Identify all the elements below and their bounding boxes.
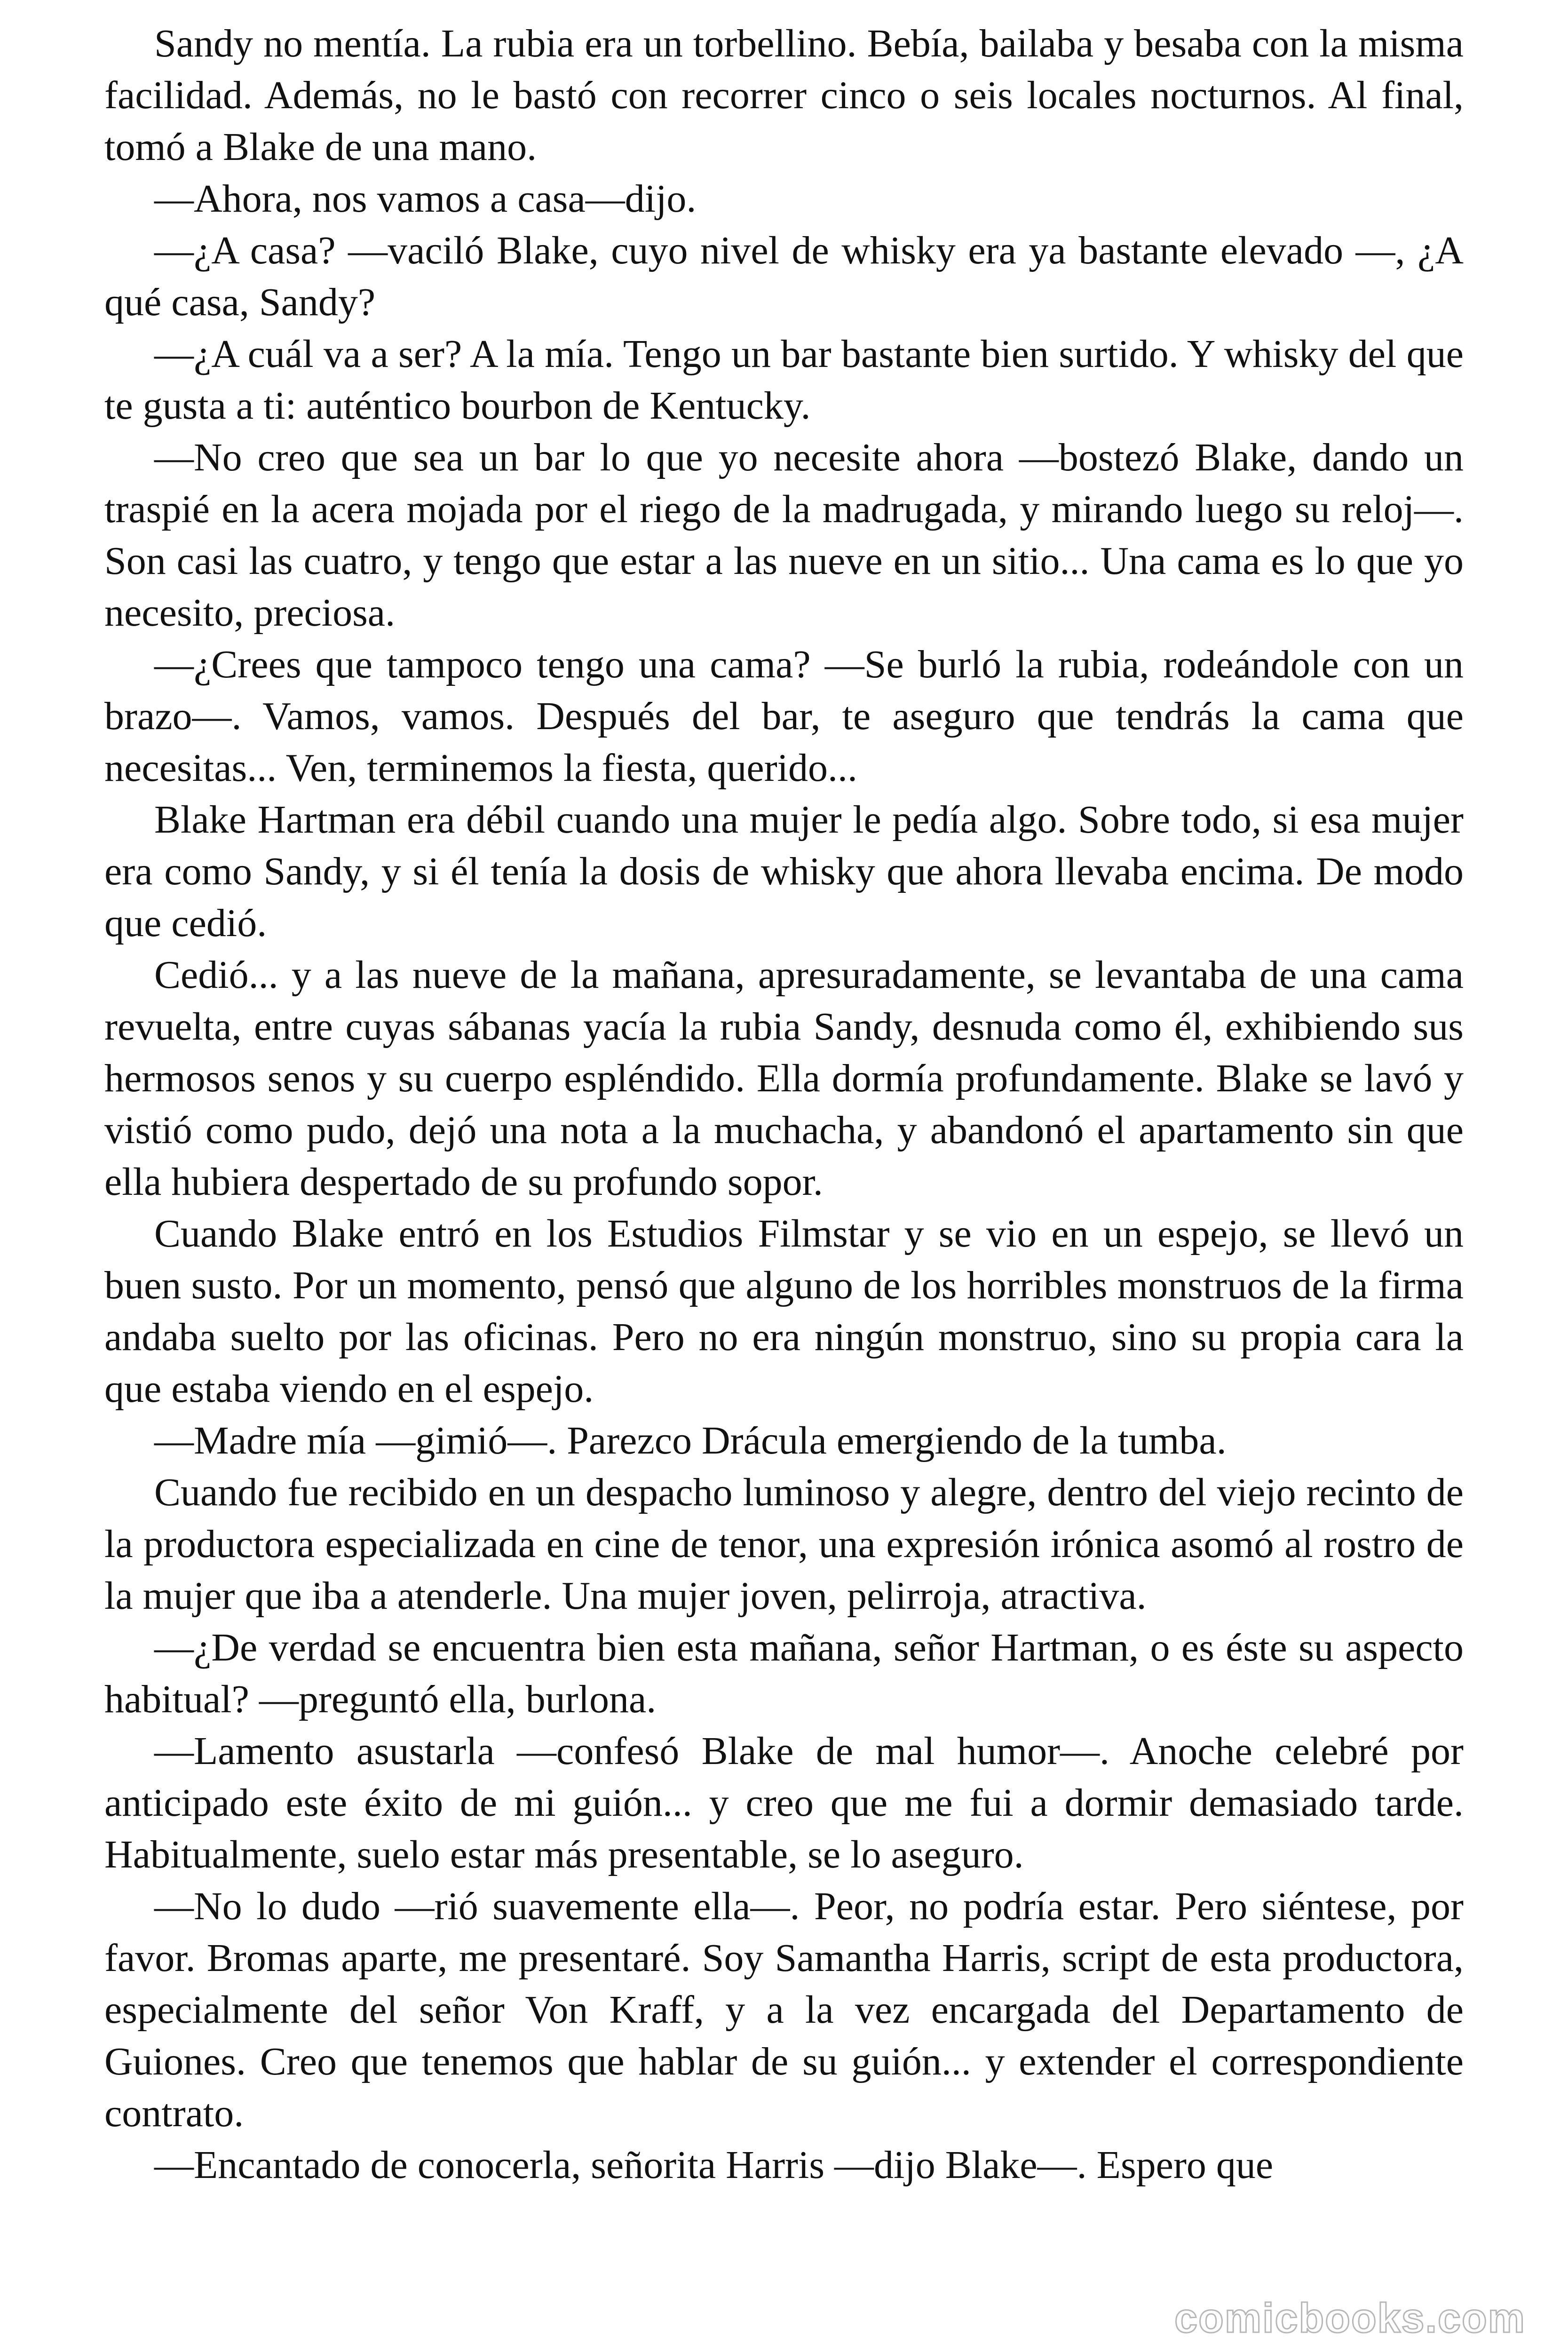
- paragraph-9: Cuando Blake entró en los Estudios Filmstar y se vio en un espejo, se llevó un buen susto. Por un momento, pensó que alguno de los horribles monstruos de la firma andaba suelto por las oficinas. Pero no era ningún monstruo, sino su propia cara la que estaba viendo en el espejo.: [104, 1212, 1464, 1411]
- paragraph-4: —¿A cuál va a ser? A la mía. Tengo un bar bastante bien surtido. Y whisky del que te gusta a ti: auténtico bourbon de Kentucky.: [104, 332, 1464, 428]
- paragraph-15: —Encantado de conocerla, señorita Harris —dijo Blake—. Espero que: [154, 2143, 1274, 2187]
- paragraph-5: —No creo que sea un bar lo que yo necesite ahora —bostezó Blake, dando un traspié en la acera mojada por el riego de la madrugada, y mirando luego su reloj—. Son casi las cuatro, y tengo que estar a las nueve en un sitio... Una cama es lo que yo necesito, preciosa.: [104, 436, 1464, 635]
- paragraph-8: Cedió... y a las nueve de la mañana, apresuradamente, se levantaba de una cama revuelta, entre cuyas sábanas yacía la rubia Sandy, desnuda como él, exhibiendo sus hermosos senos y su cuerpo espléndido. Ella dormía profundamente. Blake se lavó y vistió como pudo, dejó una nota a la muchacha, y abandonó el apartamento sin que ella hubiera despertado de su profundo sopor.: [104, 953, 1464, 1204]
- paragraph-2: —Ahora, nos vamos a casa—dijo.: [154, 177, 697, 221]
- paragraph-13: —Lamento asustarla —confesó Blake de mal humor—. Anoche celebré por anticipado este éxito de mi guión... y creo que me fui a dormir demasiado tarde. Habitualmente, suelo estar más presentable, se lo aseguro.: [104, 1729, 1464, 1876]
- book-page: [104, 18, 1464, 2191]
- paragraph-14: —No lo dudo —rió suavemente ella—. Peor, no podría estar. Pero siéntese, por favor. Bromas aparte, me presentaré. Soy Samantha Harris, script de esta productora, especialmente del señor Von Kraff, y a la vez encargada del Departamento de Guiones. Creo que tenemos que hablar de su guión... y extender el correspondiente contrato.: [104, 1884, 1464, 2135]
- paragraph-1: Sandy no mentía. La rubia era un torbellino. Bebía, bailaba y besaba con la misma facilidad. Además, no le bastó con recorrer cinco o seis locales nocturnos. Al final, tomó a Blake de una mano.: [104, 22, 1464, 169]
- watermark: comicbooks.com: [1174, 2295, 1526, 2341]
- paragraph-10: —Madre mía —gimió—. Parezco Drácula emergiendo de la tumba.: [154, 1419, 1227, 1462]
- paragraph-12: —¿De verdad se encuentra bien esta mañana, señor Hartman, o es éste su aspecto habitual? —preguntó ella, burlona.: [104, 1626, 1464, 1721]
- paragraph-6: —¿Crees que tampoco tengo una cama? —Se burló la rubia, rodeándole con un brazo—. Vamos, vamos. Después del bar, te aseguro que tendrás la cama que necesitas... Ven, terminemos la fiesta, querido...: [104, 643, 1464, 790]
- paragraph-3: —¿A casa? —vaciló Blake, cuyo nivel de whisky era ya bastante elevado —, ¿A qué casa, Sandy?: [104, 229, 1464, 324]
- paragraph-7: Blake Hartman era débil cuando una mujer le pedía algo. Sobre todo, si esa mujer era como Sandy, y si él tenía la dosis de whisky que ahora llevaba encima. De modo que cedió.: [104, 798, 1464, 945]
- paragraph-11: Cuando fue recibido en un despacho luminoso y alegre, dentro del viejo recinto de la productora especializada en cine de tenor, una expresión irónica asomó al rostro de la mujer que iba a atenderle. Una mujer joven, pelirroja, atractiva.: [104, 1470, 1464, 1618]
